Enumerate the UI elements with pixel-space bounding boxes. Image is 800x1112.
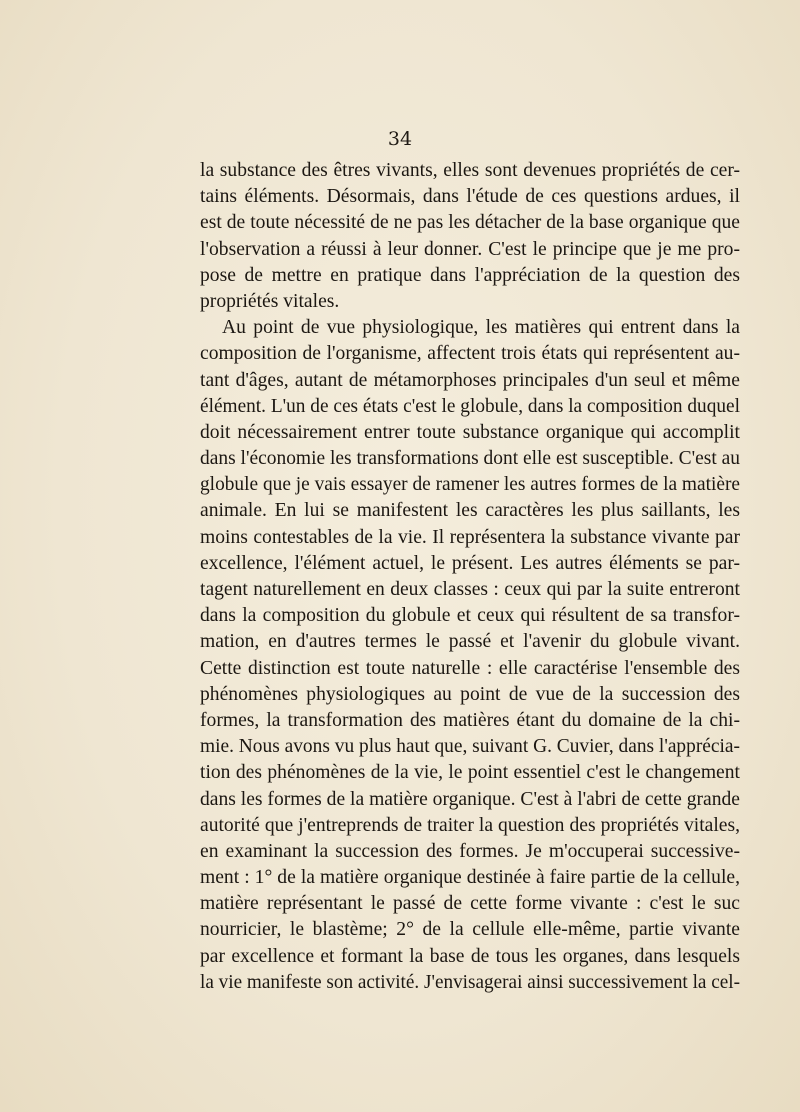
- text-line: mie. Nous avons vu plus haut que, suivant G. Cuvier, dans l'apprécia-: [200, 736, 740, 758]
- text-line: la substance des êtres vivants, elles sont devenues propriétés de cer-: [200, 160, 740, 181]
- text-line: phénomènes physiologiques au point de vue de la succession des: [200, 683, 740, 705]
- text-line: l'observation a réussi à leur donner. C'est le principe que je me pro-: [200, 238, 740, 260]
- text-line: dans la composition du globule et ceux qui résultent de sa transfor-: [200, 605, 740, 627]
- text-line: la vie manifeste son activité. J'envisagerai ainsi successivement la cel-: [200, 971, 741, 993]
- text-line: dans les formes de la matière organique. C'est à l'abri de cette grande: [200, 788, 740, 810]
- text-line: en examinant la succession des formes. Je m'occuperai successive-: [200, 840, 740, 862]
- text-line: tagent naturellement en deux classes : ceux qui par la suite entreront: [200, 579, 740, 600]
- text-line: tion des phénomènes de la vie, le point essentiel c'est le changement: [200, 762, 740, 784]
- text-line: dans l'économie les transformations dont elle est susceptible. C'est au: [200, 448, 741, 470]
- text-line: doit nécessairement entrer toute substance organique qui accomplit: [200, 421, 740, 443]
- text-line: globule que je vais essayer de ramener les autres formes de la matière: [200, 474, 740, 496]
- text-line: autorité que j'entreprends de traiter la question des propriétés vitales,: [200, 814, 740, 836]
- text-line: moins contestables de la vie. Il représentera la substance vivante par: [200, 526, 740, 548]
- text-line: Cette distinction est toute naturelle : elle caractérise l'ensemble des: [200, 657, 740, 679]
- text-line: propriétés vitales.: [200, 290, 340, 312]
- text-line: par excellence et formant la base de tous les organes, dans lesquels: [200, 945, 740, 967]
- text-line: excellence, l'élément actuel, le présent. Les autres éléments se par-: [200, 552, 740, 574]
- text-line: élément. L'un de ces états c'est le globule, dans la composition duquel: [200, 395, 740, 417]
- text-line: tant d'âges, autant de métamorphoses principales d'un seul et même: [200, 369, 740, 391]
- text-line: matière représentant le passé de cette forme vivante : c'est le suc: [200, 893, 740, 915]
- text-line: est de toute nécessité de ne pas les détacher de la base organique que: [200, 212, 740, 234]
- page-number: 34: [387, 128, 413, 150]
- text-line: formes, la transformation des matières étant du domaine de la chi-: [200, 709, 740, 731]
- text-line: ment : 1° de la matière organique destinée à faire partie de la cellule,: [200, 867, 740, 889]
- text-line: Au point de vue physiologique, les matières qui entrent dans la: [222, 317, 740, 339]
- text-line: animale. En lui se manifestent les caractères les plus saillants, les: [200, 500, 740, 522]
- text-line: tains éléments. Désormais, dans l'étude de ces questions ardues, il: [200, 186, 740, 208]
- text-line: nourricier, le blastème; 2° de la cellule elle-même, partie vivante: [200, 919, 740, 941]
- text-line: pose de mettre en pratique dans l'appréciation de la question des: [200, 264, 740, 286]
- text-line: mation, en d'autres termes le passé et l'avenir du globule vivant.: [200, 631, 740, 653]
- body-text: [200, 158, 740, 996]
- text-line: composition de l'organisme, affectent trois états qui représentent au-: [200, 343, 740, 365]
